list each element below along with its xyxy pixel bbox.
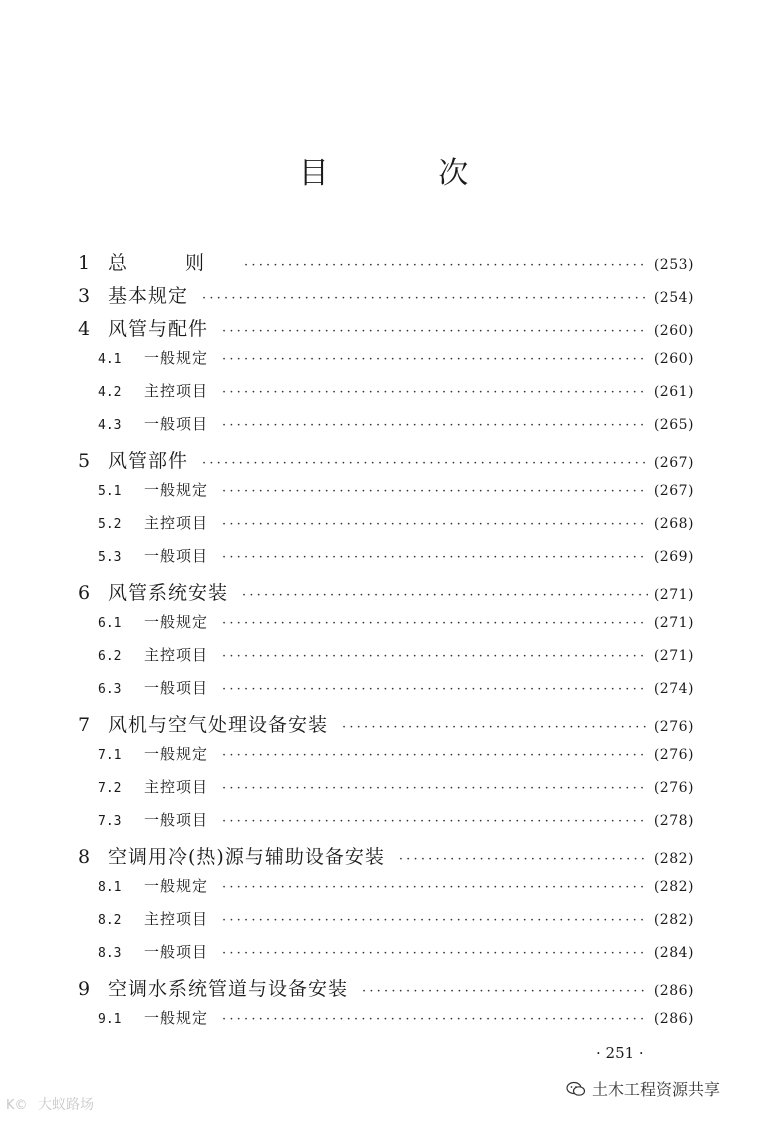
toc-entry-page: (284) bbox=[653, 945, 694, 961]
toc-entry-page: (268) bbox=[653, 516, 694, 532]
toc-section-row bbox=[78, 380, 694, 413]
dot-leader bbox=[222, 324, 648, 339]
toc-entry-label: 一般项目 bbox=[144, 811, 209, 829]
corner-watermark-text: 大蚁路场 bbox=[38, 1097, 94, 1113]
toc-entry-number: 3 bbox=[78, 285, 91, 307]
toc-entry-page: (276) bbox=[653, 747, 694, 763]
dot-leader bbox=[222, 946, 648, 961]
toc-entry-label: 一般规定 bbox=[144, 349, 209, 367]
toc-entry-number: 4.1 bbox=[98, 352, 122, 367]
toc-section-row bbox=[78, 875, 694, 908]
toc-entry-label: 主控项目 bbox=[144, 910, 209, 928]
toc-entry-page: (274) bbox=[653, 681, 694, 697]
toc-entry-page: (286) bbox=[653, 983, 694, 999]
toc-section-row bbox=[78, 1007, 694, 1040]
toc-entry-label: 主控项目 bbox=[144, 778, 209, 796]
dot-leader bbox=[222, 880, 648, 895]
toc-chapter-row bbox=[78, 710, 694, 743]
dot-leader bbox=[222, 913, 648, 928]
wechat-watermark bbox=[566, 1077, 720, 1100]
toc-entry-number: 9.1 bbox=[98, 1012, 122, 1027]
toc-entry-number: 5 bbox=[78, 450, 91, 472]
toc-entry-page: (276) bbox=[653, 780, 694, 796]
toc-entry-number: 4.2 bbox=[98, 385, 122, 400]
toc-entry-label: 总 则 bbox=[108, 252, 231, 274]
toc-entry-label: 一般规定 bbox=[144, 745, 209, 763]
toc-entry-label: 空调水系统管道与设备安装 bbox=[108, 978, 349, 1000]
dot-leader bbox=[222, 781, 648, 796]
page-number: · 251 · bbox=[596, 1044, 644, 1062]
toc-section-row bbox=[78, 611, 694, 644]
toc-chapter-row bbox=[78, 974, 694, 1007]
toc-entry-page: (271) bbox=[653, 615, 694, 631]
toc-entry-number: 7.3 bbox=[98, 814, 122, 829]
toc-entry-number: 9 bbox=[78, 978, 91, 1000]
dot-leader bbox=[222, 550, 648, 565]
toc-entry-page: (269) bbox=[653, 549, 694, 565]
dot-leader bbox=[222, 649, 648, 664]
toc-entry-number: 7 bbox=[78, 714, 91, 736]
page-title: 目 次 bbox=[298, 156, 519, 191]
toc-entry-label: 一般项目 bbox=[144, 415, 209, 433]
toc-entry-number: 8.3 bbox=[98, 946, 122, 961]
toc-section-row bbox=[78, 347, 694, 380]
logo-icon bbox=[6, 1096, 34, 1112]
toc-entry-number: 7.1 bbox=[98, 748, 122, 763]
dot-leader bbox=[222, 616, 648, 631]
toc-entry-number: 8.1 bbox=[98, 880, 122, 895]
toc-entry-page: (260) bbox=[653, 351, 694, 367]
toc-section-row bbox=[78, 413, 694, 446]
toc-section-row bbox=[78, 644, 694, 677]
corner-watermark bbox=[6, 1094, 94, 1114]
toc-entry-number: 6.3 bbox=[98, 682, 122, 697]
dot-leader bbox=[222, 517, 648, 532]
dot-leader bbox=[222, 418, 648, 433]
toc-entry-label: 一般项目 bbox=[144, 679, 209, 697]
toc-chapter-row bbox=[78, 446, 694, 479]
toc-chapter-row bbox=[78, 281, 694, 314]
dot-leader bbox=[244, 258, 648, 273]
dot-leader bbox=[202, 456, 648, 471]
toc-entry-page: (267) bbox=[653, 483, 694, 499]
dot-leader bbox=[222, 385, 648, 400]
dot-leader bbox=[242, 588, 648, 603]
toc-entry-label: 空调用冷(热)源与辅助设备安装 bbox=[108, 846, 385, 868]
table-of-contents bbox=[78, 248, 694, 1040]
toc-entry-number: 7.2 bbox=[98, 781, 122, 796]
toc-entry-page: (265) bbox=[653, 417, 694, 433]
toc-entry-label: 基本规定 bbox=[108, 285, 189, 307]
dot-leader bbox=[399, 852, 648, 867]
wechat-watermark-text: 土木工程资源共享 bbox=[592, 1080, 721, 1099]
toc-section-row bbox=[78, 545, 694, 578]
toc-entry-page: (278) bbox=[653, 813, 694, 829]
dot-leader bbox=[222, 484, 648, 499]
toc-entry-page: (271) bbox=[653, 587, 694, 603]
toc-entry-number: 5.3 bbox=[98, 550, 122, 565]
toc-entry-label: 一般规定 bbox=[144, 877, 209, 895]
toc-section-row bbox=[78, 743, 694, 776]
toc-entry-page: (261) bbox=[653, 384, 694, 400]
dot-leader bbox=[222, 814, 648, 829]
toc-entry-page: (267) bbox=[653, 455, 694, 471]
toc-entry-page: (286) bbox=[653, 1011, 694, 1027]
dot-leader bbox=[202, 291, 648, 306]
toc-entry-label: 风管部件 bbox=[108, 450, 189, 472]
wechat-icon bbox=[566, 1081, 586, 1097]
toc-entry-number: 8.2 bbox=[98, 913, 122, 928]
toc-chapter-row bbox=[78, 314, 694, 347]
toc-entry-number: 5.2 bbox=[98, 517, 122, 532]
toc-entry-number: 4 bbox=[78, 318, 91, 340]
toc-entry-label: 主控项目 bbox=[144, 514, 209, 532]
toc-entry-label: 风机与空气处理设备安装 bbox=[108, 714, 329, 736]
toc-entry-page: (271) bbox=[653, 648, 694, 664]
toc-entry-label: 主控项目 bbox=[144, 646, 209, 664]
dot-leader bbox=[342, 720, 648, 735]
dot-leader bbox=[222, 1012, 648, 1027]
toc-section-row bbox=[78, 809, 694, 842]
svg-text:K©: K© bbox=[6, 1098, 28, 1112]
toc-section-row bbox=[78, 677, 694, 710]
toc-chapter-row bbox=[78, 578, 694, 611]
toc-chapter-row bbox=[78, 842, 694, 875]
toc-entry-number: 4.3 bbox=[98, 418, 122, 433]
toc-section-row bbox=[78, 941, 694, 974]
toc-section-row bbox=[78, 776, 694, 809]
toc-entry-number: 5.1 bbox=[98, 484, 122, 499]
toc-entry-page: (282) bbox=[653, 912, 694, 928]
toc-entry-label: 一般规定 bbox=[144, 613, 209, 631]
toc-entry-page: (282) bbox=[653, 851, 694, 867]
toc-entry-page: (276) bbox=[653, 719, 694, 735]
toc-section-row bbox=[78, 908, 694, 941]
toc-entry-page: (282) bbox=[653, 879, 694, 895]
toc-entry-label: 一般项目 bbox=[144, 943, 209, 961]
dot-leader bbox=[362, 984, 648, 999]
toc-entry-label: 一般项目 bbox=[144, 547, 209, 565]
toc-entry-number: 6.2 bbox=[98, 649, 122, 664]
dot-leader bbox=[222, 748, 648, 763]
toc-entry-label: 风管与配件 bbox=[108, 318, 209, 340]
toc-section-row bbox=[78, 479, 694, 512]
toc-entry-label: 主控项目 bbox=[144, 382, 209, 400]
dot-leader bbox=[222, 352, 648, 367]
toc-entry-page: (260) bbox=[653, 323, 694, 339]
toc-entry-number: 6.1 bbox=[98, 616, 122, 631]
toc-chapter-row bbox=[78, 248, 694, 281]
toc-entry-page: (253) bbox=[653, 257, 694, 273]
toc-entry-number: 6 bbox=[78, 582, 91, 604]
dot-leader bbox=[222, 682, 648, 697]
toc-entry-page: (254) bbox=[653, 290, 694, 306]
toc-entry-label: 风管系统安装 bbox=[108, 582, 229, 604]
toc-entry-label: 一般规定 bbox=[144, 1009, 209, 1027]
toc-section-row bbox=[78, 512, 694, 545]
toc-entry-number: 8 bbox=[78, 846, 91, 868]
toc-entry-label: 一般规定 bbox=[144, 481, 209, 499]
toc-entry-number: 1 bbox=[78, 252, 91, 274]
